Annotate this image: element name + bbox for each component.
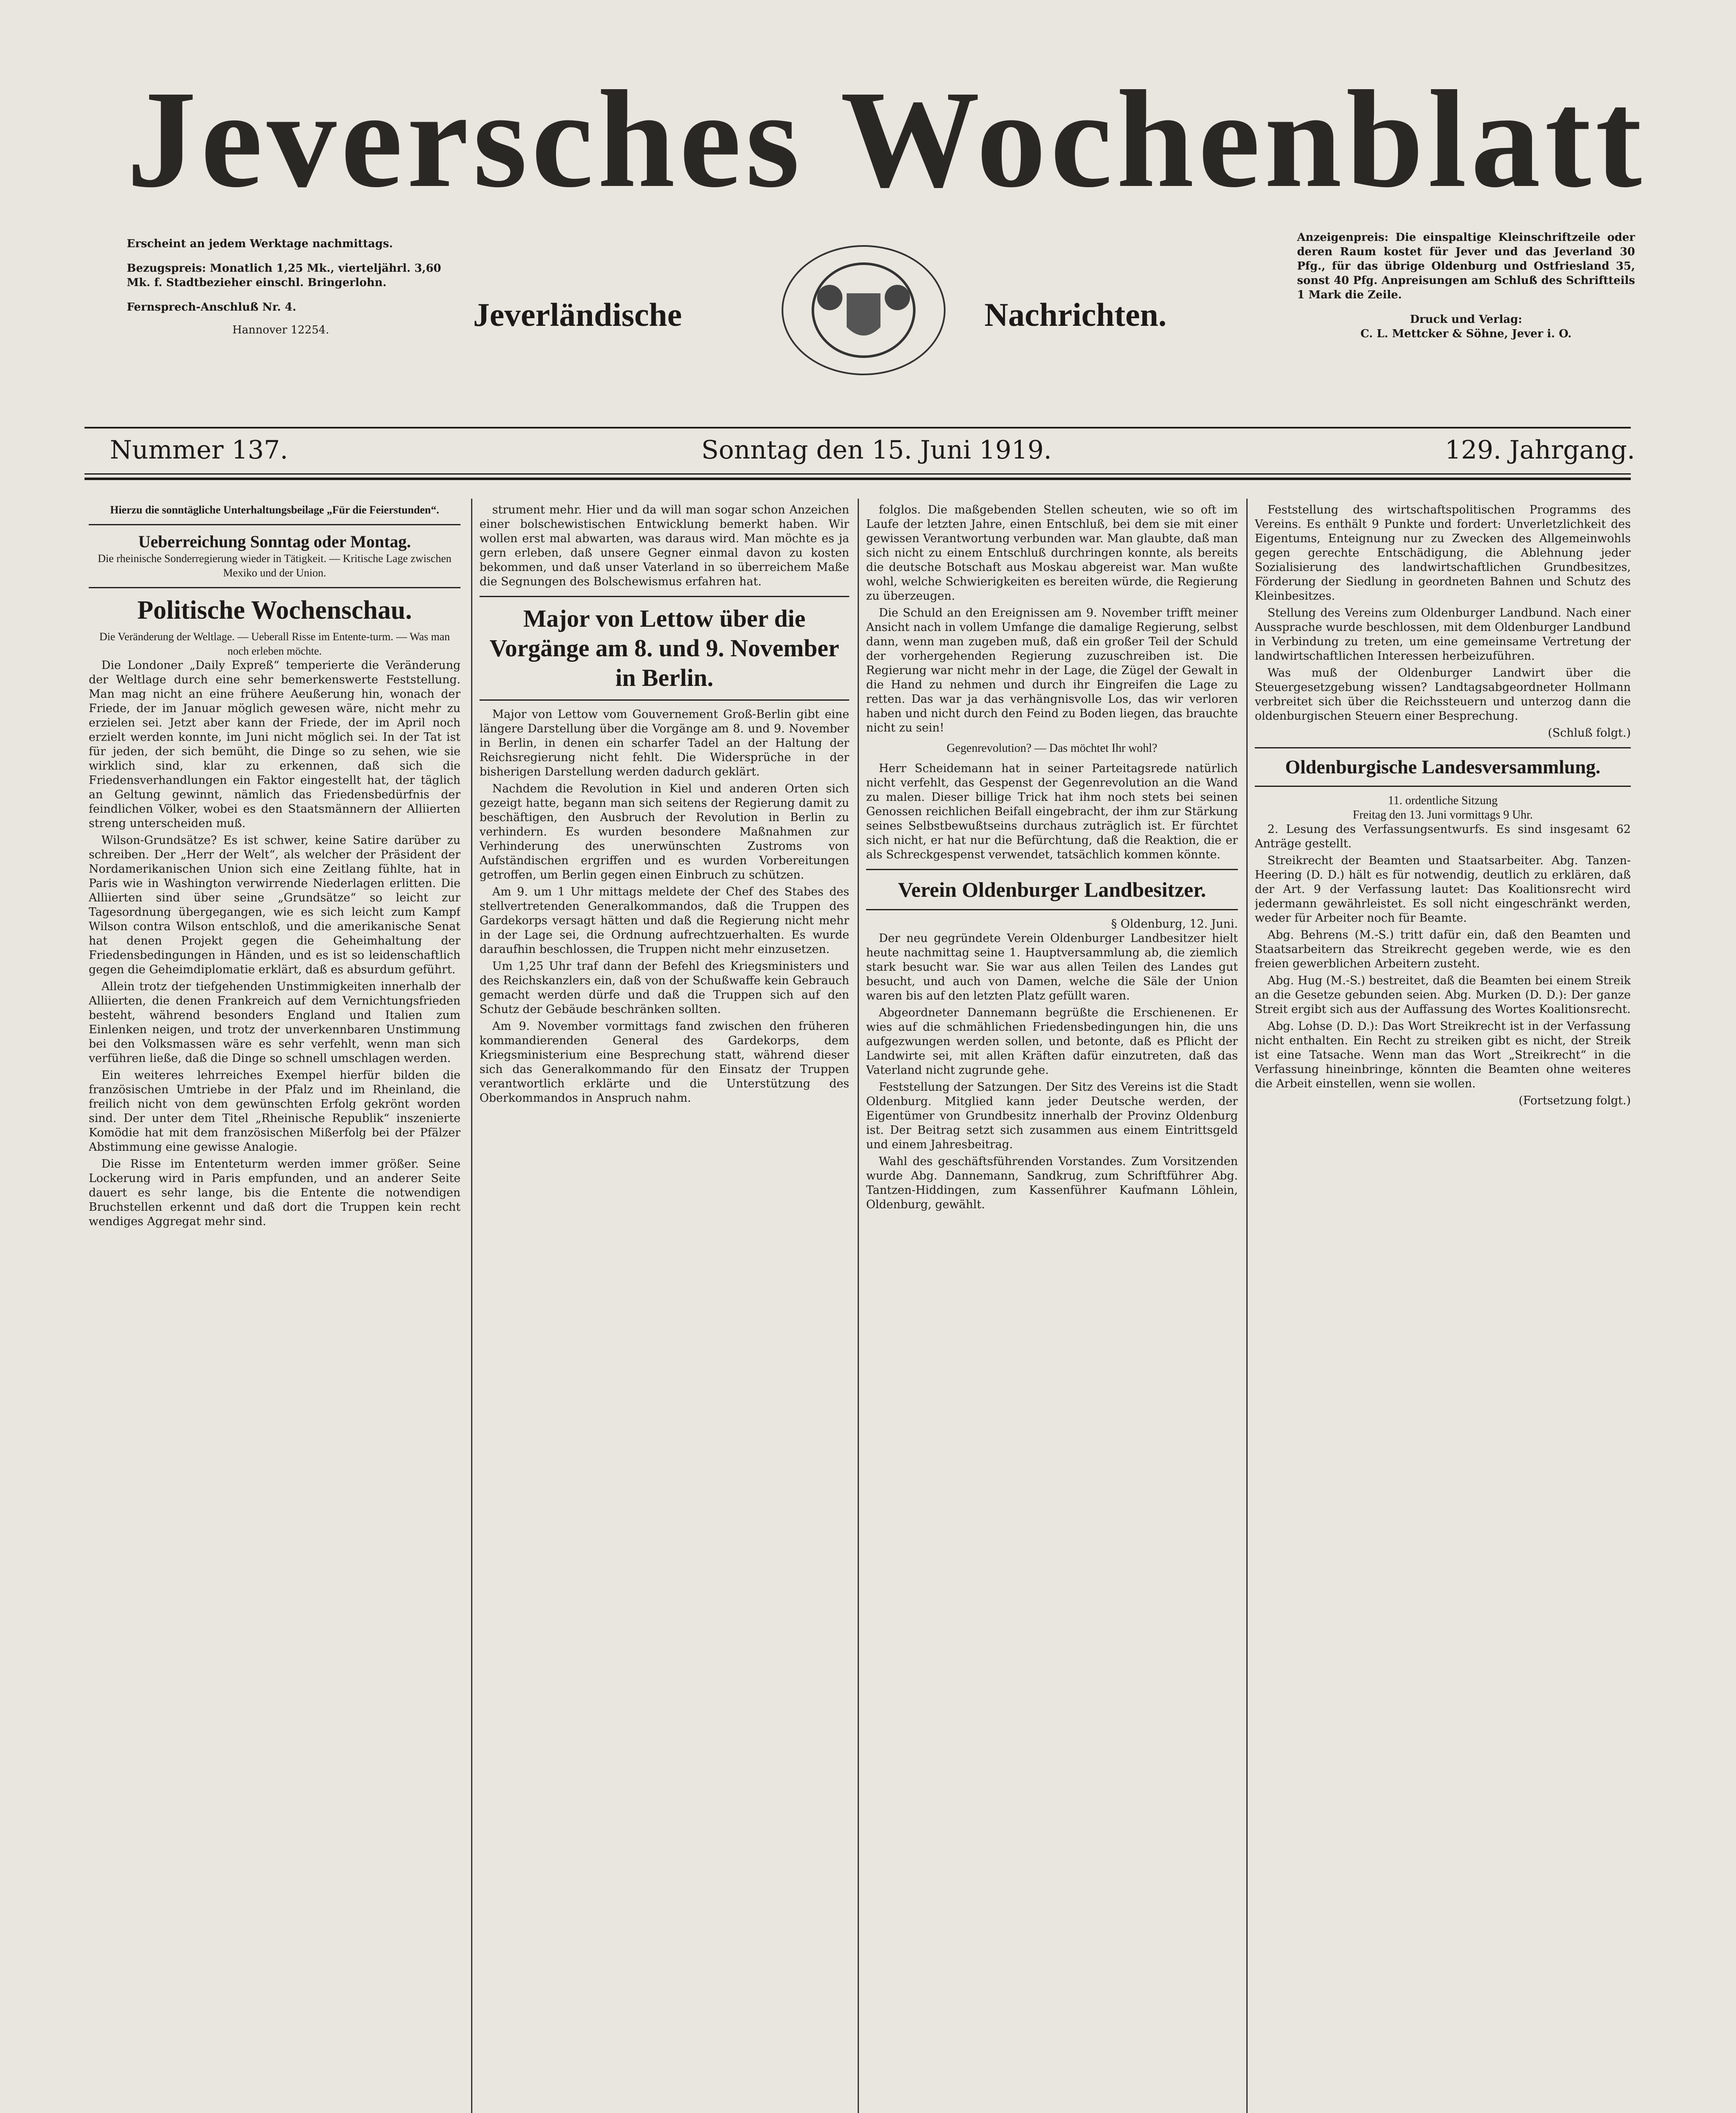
rule xyxy=(866,869,1238,870)
column-divider xyxy=(858,499,859,2113)
article-paragraph: Um 1,25 Uhr traf dann der Befehl des Kriegsministers und des Reichskanzlers ein, daß von der Schußwaffe kein Gebrauch gemacht werden dürfe und daß die Truppen sich auf den Schutz der Gebäude beschränken sollten. xyxy=(480,960,849,1016)
header-right-ad-price: Anzeigenpreis: Die einspaltige Kleinschriftzeile oder deren Raum kostet für Jever und das Jeverland 30 Pfg., für das übrige Oldenburg und Ostfriesland 35, sonst 40 Pfg. Anpreisungen am Schluß des Schriftteils 1 Mark die Zeile. xyxy=(1297,231,1635,301)
article-paragraph: Allein trotz der tiefgehenden Unstimmigkeiten innerhalb der Alliierten, die denen Frankreich auf dem Vernichtungsfrieden besteht, während besonders England und Italien zum Einlenken neigen, und trotz der unverkennbaren Unstimmung bei den Volksmassen wäre es sehr verfehlt, wenn man sich verführen ließe, daß die Dinge so schnell umschlagen werden. xyxy=(89,980,461,1065)
column-divider xyxy=(471,499,472,2113)
subheadline: Die Veränderung der Weltlage. — Ueberall Risse im Entente-turm. — Was man noch erleben möchte. xyxy=(99,631,450,657)
dateline: § Oldenburg, 12. Juni. xyxy=(1111,917,1238,931)
rule xyxy=(480,596,849,597)
column-3 xyxy=(866,503,1238,2113)
rule xyxy=(84,473,1631,475)
header-left-line: Erscheint an jedem Werktage nachmittags. xyxy=(127,238,393,250)
masthead-title: Jeversches Wochenblatt xyxy=(127,62,1646,216)
article-paragraph: Am 9. November vormittags fand zwischen den früheren kommandierenden General des Gardekorps, dem Kriegsministerium eine Besprechung statt, während dieser sich das Generalkommando für den Einsatz der Truppen verantwortlich erklärte und die Unterstützung des Oberkommandos in Anspruch nahm. xyxy=(480,1020,849,1105)
article-paragraph: strument mehr. Hier und da will man sogar schon Anzeichen einer bolschewistischen Entwicklung bemerkt haben. Wir wollen erst mal abwarten, was daraus wird. Man möchte es ja gern erleben, daß unsere Gegner einmal davon zu kosten bekommen, und daß unser Vaterland in so überreichem Maße die Segnungen des Bolschewismus erfahren hat. xyxy=(480,503,849,588)
rule xyxy=(84,478,1631,480)
rule xyxy=(1255,786,1631,787)
column-1 xyxy=(89,503,461,2113)
article-paragraph: Streikrecht der Beamten und Staatsarbeiter. Abg. Tanzen-Heering (D. D.) hält es für notwendig, deutlich zu erklären, daß der Art. 9 der Verfassung lautet: Das Koalitionsrecht wird jedermann gewährleistet. Es soll nicht eingeschränkt werden, weder für Arbeiter noch für Beamte. xyxy=(1255,854,1631,925)
headline: Ueberreichung Sonntag oder Montag. xyxy=(138,532,411,551)
header-left xyxy=(127,237,465,337)
article-paragraph: Abgeordneter Dannemann begrüßte die Erschienenen. Er wies auf die schmählichen Friedensbedingungen hin, die uns aufgezwungen werden sollen, und betonte, daß es Pflicht der Landwirte sei, mit allen Kräften dafür einzutreten, daß das Vaterland nicht zugrunde gehe. xyxy=(866,1006,1238,1077)
session-date: Freitag den 13. Juni vormittags 9 Uhr. xyxy=(1352,808,1533,822)
article-paragraph: Abg. Behrens (M.-S.) tritt dafür ein, daß den Beamten und Staatsarbeitern das Streikrecht gegeben werde, wie es den freien gewerblichen Arbeitern zusteht. xyxy=(1255,928,1631,970)
article-paragraph: Wilson-Grundsätze? Es ist schwer, keine Satire darüber zu schreiben. Der „Herr der Welt“, als welcher der Präsident der Nordamerikanischen Union sich eine Zeitlang fühlte, hat in Paris wie in Washington verwirrende Niederlagen erlitten. Die Alliierten sind über seine „Grundsätze“ so leicht zur Tagesordnung übergegangen, wie es sich leicht zum Kampf Wilson contra Wilson entschloß, und die amerikanische Senat hat denen Projekt gegen die Geheimhaltung der Friedensbedingungen in Händen, und es ist so leidenschaftlich gegen die Geheimdiplomatie erklärt, daß es absurdum geführt. xyxy=(89,834,461,976)
subtitle-left: Jeverländische xyxy=(473,296,682,333)
rule xyxy=(480,699,849,701)
article-paragraph: Der neu gegründete Verein Oldenburger Landbesitzer hielt heute nachmittag seine 1. Hauptversammlung ab, die ziemlich stark besucht war. Sie war aus allen Teilen des Landes gut besucht, und auch von Damen, welche die Säle der Union waren bis auf den letzten Platz gefüllt waren. xyxy=(866,932,1238,1002)
article-paragraph: Feststellung des wirtschaftspolitischen Programms des Vereins. Es enthält 9 Punkte und fordert: Unverletzlichkeit des Eigentums, Enteignung nur zu Zwecken des Allgemeinwohls gegen gerechte Entschädigung, die Ablehnung jeder Sozialisierung des landwirtschaftlichen Grundbesitzes, Förderung der Siedlung in geordneten Bahnen und Schutz des Kleinbesitzes. xyxy=(1255,503,1631,603)
rule xyxy=(84,427,1631,429)
session-title: 11. ordentliche Sitzung xyxy=(1388,794,1498,807)
rule xyxy=(866,909,1238,910)
rule xyxy=(1255,747,1631,748)
rule xyxy=(89,524,461,525)
column-divider xyxy=(1246,499,1248,2113)
column-4 xyxy=(1255,503,1631,2113)
article-paragraph: Die Schuld an den Ereignissen am 9. November trifft meiner Ansicht nach in vollem Umfange die damalige Regierung, selbst dann, wenn man zugeben muß, daß ein großer Teil der Schuld der vorhergehenden Regierung zuzuschreiben ist. Die Regierung war nicht mehr in der Lage, die Zügel der Gewalt in die Hand zu nehmen und durch ihr Eingreifen die Lage zu retten. Das war ja das verhängnisvolle Los, das wir verloren haben und nicht durch den Feind zu Boden liegen, das brauchte nicht zu sein! xyxy=(866,606,1238,734)
issue-number: Nummer 137. xyxy=(110,435,288,465)
article-paragraph: Die Risse im Ententeturm werden immer größer. Seine Lockerung wird in Paris empfunden, und an anderer Seite dauert es sehr lange, bis die Entente die notwendigen Bruchstellen erkennt und daß dort die Truppen kein recht wendiges Aggregat mehr sind. xyxy=(89,1158,461,1228)
continuation-note: (Schluß folgt.) xyxy=(1548,726,1631,740)
subheadline: Die rheinische Sonderregierung wieder in Tätigkeit. — Kritische Lage zwischen Mexiko und der Union. xyxy=(98,552,452,579)
headline: Verein Oldenburger Landbesitzer. xyxy=(898,878,1206,901)
article-paragraph: folglos. Die maßgebenden Stellen scheuten, wie so oft im Laufe der letzten Jahre, einen Entschluß, bei dem sie mit einer gewissen Verantwortung verbunden war. Man glaubte, daß man sich nicht zu einem Entschluß durchringen konnte, als bereits die deutsche Botschaft aus Moskau abgereist war. Man wußte wohl, welche Schwierigkeiten es bereiten würde, die Regierung zu überzeugen. xyxy=(866,503,1238,603)
article-paragraph: Abg. Lohse (D. D.): Das Wort Streikrecht ist in der Verfassung nicht enthalten. Ein Recht zu streiken gibt es nicht, der Streik ist eine Tatsache. Wenn man das Wort „Streikrecht“ in die Verfassung hineinbringe, könnten die Beamten ohne weiteres die Arbeit einstellen, wenn sie wollen. xyxy=(1255,1020,1631,1090)
article-paragraph: Wahl des geschäftsführenden Vorstandes. Zum Vorsitzenden wurde Abg. Dannemann, Sandkrug, zum Schriftführer Abg. Tantzen-Hiddingen, zum Kassenführer Kaufmann Löhlein, Oldenburg, gewählt. xyxy=(866,1155,1238,1211)
subheadline: Gegenrevolution? — Das möchtet Ihr wohl? xyxy=(946,742,1158,755)
headline: Oldenburgische Landesversammlung. xyxy=(1285,756,1601,778)
header-right-publisher: C. L. Mettcker & Söhne, Jever i. O. xyxy=(1360,328,1572,340)
header-left-line: Fernsprech-Anschluß Nr. 4. xyxy=(127,301,297,314)
column-2 xyxy=(480,503,849,2113)
headline: Major von Lettow über die Vorgänge am 8. und 9. November in Berlin. xyxy=(489,605,839,691)
article-paragraph: Die Londoner „Daily Expreß“ temperierte die Veränderung der Weltlage durch eine sehr bemerkenswerte Feststellung. Man mag nicht an eine frühere Aeußerung hin, wonach der Friede, der im Januar möglich gewesen wäre, nicht mehr zu erzielen sei. Jetzt aber kann der Friede, der im April noch erzielt werden konnte, im Juni nicht möglich sei. In der Tat ist für jeden, der sich bemüht, die Dinge so zu sehen, wie sie wirklich sind, klar zu erkennen, daß sich die Friedensverhandlungen ein Faktor eingestellt hat, der täglich an Geltung gewinnt, nämlich das Friedensbedürfnis der feindlichen Völker, wobei es den Staatsmännern der Alliierten streng unterscheiden muß. xyxy=(89,659,461,830)
article-paragraph: Nachdem die Revolution in Kiel und anderen Orten sich gezeigt hatte, begann man sich seitens der Regierung damit zu beschäftigen, den Ausbruch der Revolution in Berlin zu verhindern. Es wurden besondere Maßnahmen zur Verhinderung des unerwünschten Zustroms von Aufständischen ergriffen und es wurden Vorbereitungen getroffen, um Berlin gegen einen Einbruch zu schützen. xyxy=(480,782,849,882)
issue-year: 129. Jahrgang. xyxy=(1445,435,1635,465)
article-paragraph: Major von Lettow vom Gouvernement Groß-Berlin gibt eine längere Darstellung über die Vorgänge am 8. und 9. November in Berlin, in denen ein scharfer Tadel an der Haltung der Reichsregierung nicht fehlt. Die Widersprüche in der bisherigen Darstellung werden dadurch geklärt. xyxy=(480,708,849,778)
header-left-line: Bezugspreis: Monatlich 1,25 Mk., vierteljährl. 3,60 Mk. f. Stadtbezieher einschl. Bringerlohn. xyxy=(127,262,441,289)
coat-of-arms-icon xyxy=(782,245,946,375)
article-paragraph: Stellung des Vereins zum Oldenburger Landbund. Nach einer Aussprache wurde beschlossen, mit dem Oldenburger Landbund in Verbindung zu treten, um eine gemeinsame Vertretung der landwirtschaftlichen Interessen herbeizuführen. xyxy=(1255,606,1631,663)
article-paragraph: Am 9. um 1 Uhr mittags meldete der Chef des Stabes des stellvertretenden Generalkommandos, daß die Truppen des Gardekorps versagt hätten und daß die Regierung nicht mehr in der Lage sei, die Ordnung aufrechtzuerhalten. Es wurde daraufhin beschlossen, die Truppen nicht mehr einzusetzen. xyxy=(480,885,849,956)
article-paragraph: Abg. Hug (M.-S.) bestreitet, daß die Beamten bei einem Streik an die Gesetze gebunden seien. Abg. Murken (D. D.): Der ganze Streit ergibt sich aus der Auffassung des Wortes Koalitionsrecht. xyxy=(1255,974,1631,1016)
article-paragraph: Ein weiteres lehrreiches Exempel hierfür bilden die französischen Umtriebe in der Pfalz und im Rheinland, die freilich nicht von dem gewünschten Erfolg gekrönt worden sind. Der unter dem Titel „Rheinische Republik“ inszenierte Komödie hat mit dem französischen Mißerfolg bei der Pfälzer Abstimmung eine gewisse Analogie. xyxy=(89,1069,461,1154)
supplement-note: Hierzu die sonntägliche Unterhaltungsbeilage „Für die Feierstunden“. xyxy=(110,504,439,516)
continuation-note: (Fortsetzung folgt.) xyxy=(1518,1094,1631,1107)
article-paragraph: Was muß der Oldenburger Landwirt über die Steuergesetzgebung wissen? Landtagsabgeordneter Hollmann verbreitet sich über die Reichssteuern und unterzog dann die oldenburgischen Steuern einer Besprechung. xyxy=(1255,666,1631,723)
header-right-line: Druck und Verlag: xyxy=(1410,313,1522,326)
rule xyxy=(89,587,461,588)
header-left-line: Hannover 12254. xyxy=(232,324,330,336)
agenda: 2. Lesung des Verfassungsentwurfs. Es sind insgesamt 62 Anträge gestellt. xyxy=(1255,823,1631,850)
headline: Politische Wochenschau. xyxy=(137,596,412,625)
issue-date: Sonntag den 15. Juni 1919. xyxy=(701,435,1052,465)
header-right xyxy=(1297,230,1635,341)
subtitle-right: Nachrichten. xyxy=(984,296,1167,333)
article-paragraph: Feststellung der Satzungen. Der Sitz des Vereins ist die Stadt Oldenburg. Mitglied kann jeder Deutsche werden, der Eigentümer von Grundbesitz innerhalb der Provinz Oldenburg ist. Der Beitrag setzt sich zusammen aus einem Eintrittsgeld und einem Jahresbeitrag. xyxy=(866,1081,1238,1151)
article-paragraph: Herr Scheidemann hat in seiner Parteitagsrede natürlich nicht verfehlt, das Gespenst der Gegenrevolution an die Wand zu malen. Dieser billige Trick hat ihm noch stets bei seinen Genossen reichlichen Beifall eingebracht, der ihm zur Stärkung seines Selbstbewußtseins durchaus zuträglich ist. Er fürchtet sich nicht, er hat nur die Befürchtung, daß die Reaktion, die er als Schreckgespenst verwendet, tatsächlich kommen könnte. xyxy=(866,762,1238,861)
